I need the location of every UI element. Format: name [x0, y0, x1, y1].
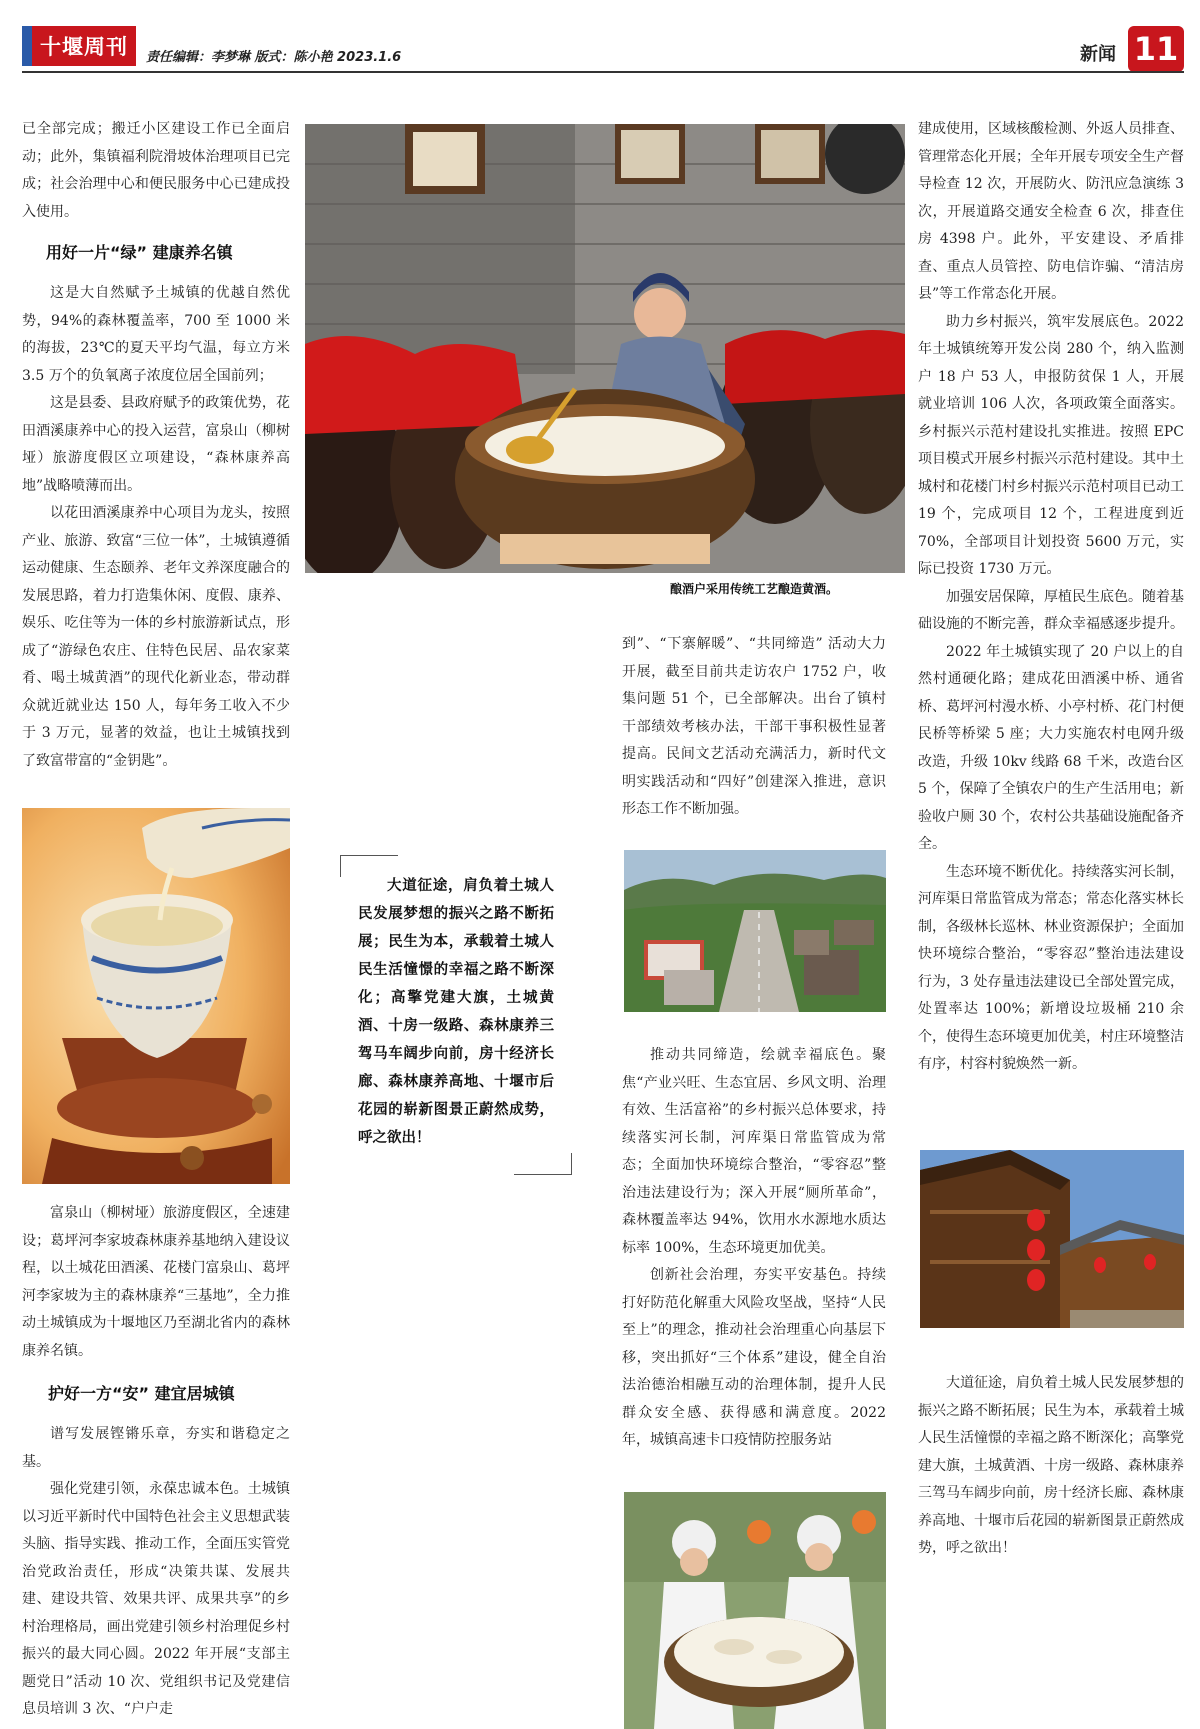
steamed-rice-photo: [624, 1492, 886, 1729]
col4-body: [918, 116, 1184, 1079]
paragraph: 谱写发展铿锵乐章，夯实和谐稳定之基。: [22, 1426, 290, 1470]
editor-credits: 责任编辑：李梦琳 版式：陈小艳 2023.1.6: [146, 50, 402, 65]
pullquote-text: 大道征途，肩负着土城人民发展梦想的振兴之路不断拓展；民生为本，承载着土城人民生活憧憬的幸福之路不断深化；高擎党建大旗，土城黄酒、十房一级路、森林康养三驾马车阔步向前，房十经济长廊、森林康养高地、十堰市后花园的崭新图景正蔚然成势，呼之欲出！: [358, 877, 554, 1146]
header-rule: [22, 71, 1184, 73]
paragraph: 2022 年土城镇实现了 20 户以上的自然村通硬化路；建成花田酒溪中桥、通省桥、葛坪河村漫水桥、小亭村桥、花门村便民桥等桥梁 5 座；大力实施农村电网升级改造，升级 10kv 线路 68 千米，改造台区 5 个，保障了全镇农户的生产生活用电；新验收户厕 30 个，农村公共基础设施配备齐全。: [918, 643, 1184, 852]
paragraph: 生态环境不断优化。持续落实河长制，河库渠日常监管成为常态；常态化落实林长制，各级林长巡林、林业资源保护；全面加快环境综合整治，“零容忍”整治违法建设行为，3 处存量违法建设已全部处置完成，处置率达 100%；新增设垃圾桶 210 余个，使得生态环境更加优美，村庄环境整洁有序，村容村貌焕然一新。: [918, 863, 1184, 1072]
paragraph: 这是县委、县政府赋予的政策优势，花田酒溪康养中心的投入运营，富泉山（柳树垭）旅游度假区立项建设，“森林康养高地”战略喷薄而出。: [22, 395, 290, 494]
paragraph: 建成使用，区域核酸检测、外返人员排查、管理常态化开展；全年开展专项安全生产督导检查 12 次，开展防火、防汛应急演练 3 次，开展道路交通安全检查 6 次，排查住房 4398 户。此外，平安建设、矛盾排查、重点人员管控、防电信诈骗、“清洁房县”等工作常态化开展。: [918, 121, 1184, 302]
paragraph: 大道征途，肩负着土城人民发展梦想的振兴之路不断拓展；民生为本，承载着土城人民生活憧憬的幸福之路不断深化；高擎党建大旗，土城黄酒、十房一级路、森林康养三驾马车阔步向前，房十经济长廊、森林康养高地、十堰市后花园的崭新图景正蔚然成势，呼之欲出！: [918, 1375, 1184, 1556]
paragraph: 助力乡村振兴，筑牢发展底色。2022 年土城镇统筹开发公岗 280 个，纳入监测户 18 户 53 人，申报防贫保 1 人，开展就业培训 106 人次，各项政策全面落实。乡村振兴示范村建设扎实推进。按照 EPC 项目模式开展乡村振兴示范村建设。其中土城村和花楼门村乡村振兴示范村项目已动工 19 个，完成项目 12 个，工程进度到近 70%，全部项目计划投资 5600 万元，实际已投资 1730 万元。: [918, 313, 1184, 577]
masthead: [22, 26, 136, 66]
paragraph: 强化党建引领，永葆忠诚本色。土城镇以习近平新时代中国特色社会主义思想武装头脑、指导实践、推动工作，全面压实管党治党政治责任，形成“决策共谋、发展共建、建设共管、效果共评、成果共享”的乡村治理格局，画出党建引领乡村治理促乡村振兴的最大同心圆。2022 年开展“支部主题党日”活动 10 次、党组织书记及党建信息员培训 3 次、“户户走: [22, 1481, 290, 1717]
section-label: 新闻: [1080, 44, 1116, 65]
masthead-title: 十堰周刊: [40, 35, 128, 59]
col3-body: [622, 1042, 886, 1455]
paragraph: 这是大自然赋予土城镇的优越自然优势，94%的森林覆盖率，700 至 1000 米的海拔，23℃的夏天平均气温，每立方米 3.5 万个的负氧离子浓度位居全国前列；: [22, 285, 290, 384]
col1-after-photo: [22, 1200, 290, 1365]
col1-body-2: [22, 1421, 290, 1724]
paragraph: 以花田酒溪康养中心项目为龙头，按照产业、旅游、致富“三位一体”，土城镇遵循运动健康、生态颐养、老年文养深度融合的发展思路，着力打造集休闲、度假、康养、娱乐、吃住等为一体的乡村旅游新试点，形成了“游绿色农庄、住特色民居、品农家菜肴、喝土城黄酒”的现代化新业态，带动群众就近就业达 150 人，每年务工收入不少于 3 万元，显著的效益，也让土城镇找到了致富带富的“金钥匙”。: [22, 505, 290, 769]
wooden-village-photo: [920, 1150, 1184, 1328]
col1-body: [22, 280, 290, 775]
paragraph: 创新社会治理，夯实平安基色。持续打好防范化解重大风险攻坚战，坚持“人民至上”的理念，推动社会治理重心向基层下移，突出抓好“三个体系”建设，健全自治法治德治相融互动的治理体制，提升人民群众安全感、获得感和满意度。2022 年，城镇高速卡口疫情防控服务站: [622, 1267, 886, 1448]
section-heading-safe: 护好一方“安” 建宜居城镇: [48, 1384, 235, 1403]
col1-intro: [22, 116, 290, 226]
paragraph: 到”、“下寨解暖”、“共同缔造” 活动大力开展，截至目前共走访农户 1752 户，收集问题 51 个，已全部解决。出台了镇村干部绩效考核办法，干部干事积极性显著提高。民间文艺活动充满活力，新时代文明实践活动和“四好”创建深入推进，意识形态工作不断加强。: [622, 636, 886, 817]
village-aerial-photo: [624, 850, 886, 1012]
paragraph: 加强安居保障，厚植民生底色。随着基础设施的不断完善，群众幸福感逐步提升。: [918, 588, 1184, 632]
paragraph: 富泉山（柳树垭）旅游度假区，全速建设；葛坪河李家坡森林康养基地纳入建设议程，以土城花田酒溪、花楼门富泉山、葛坪河李家坡为主的森林康养“三基地”，全力推动土城镇成为十堰地区乃至湖北省内的森林康养名镇。: [22, 1205, 290, 1359]
page-number: 11: [1128, 26, 1184, 72]
brewing-photo: [305, 124, 905, 573]
paragraph: 推动共同缔造，绘就幸福底色。聚焦“产业兴旺、生态宜居、乡风文明、治理有效、生活富裕”的乡村振兴总体要求，持续落实河长制，河库渠日常监管成为常态；全面加快环境综合整治，“零容忍”整治违法建设行为；深入开展“厕所革命”，森林覆盖率达 94%，饮用水水源地水质达标率 100%，生态环境更加优美。: [622, 1047, 886, 1256]
brewing-photo-caption: 酿酒户采用传统工艺酿造黄酒。: [670, 582, 839, 596]
col4-closing: [918, 1370, 1184, 1563]
paragraph: 已全部完成；搬迁小区建设工作已全面启动；此外，集镇福利院滑坡体治理项目已完成；社会治理中心和便民服务中心已建成投入使用。: [22, 121, 290, 220]
wine-pour-photo: [22, 808, 290, 1184]
section-heading-green: 用好一片“绿” 建康养名镇: [46, 243, 233, 262]
masthead-stripe: [22, 26, 32, 66]
col3-top: [622, 631, 886, 824]
